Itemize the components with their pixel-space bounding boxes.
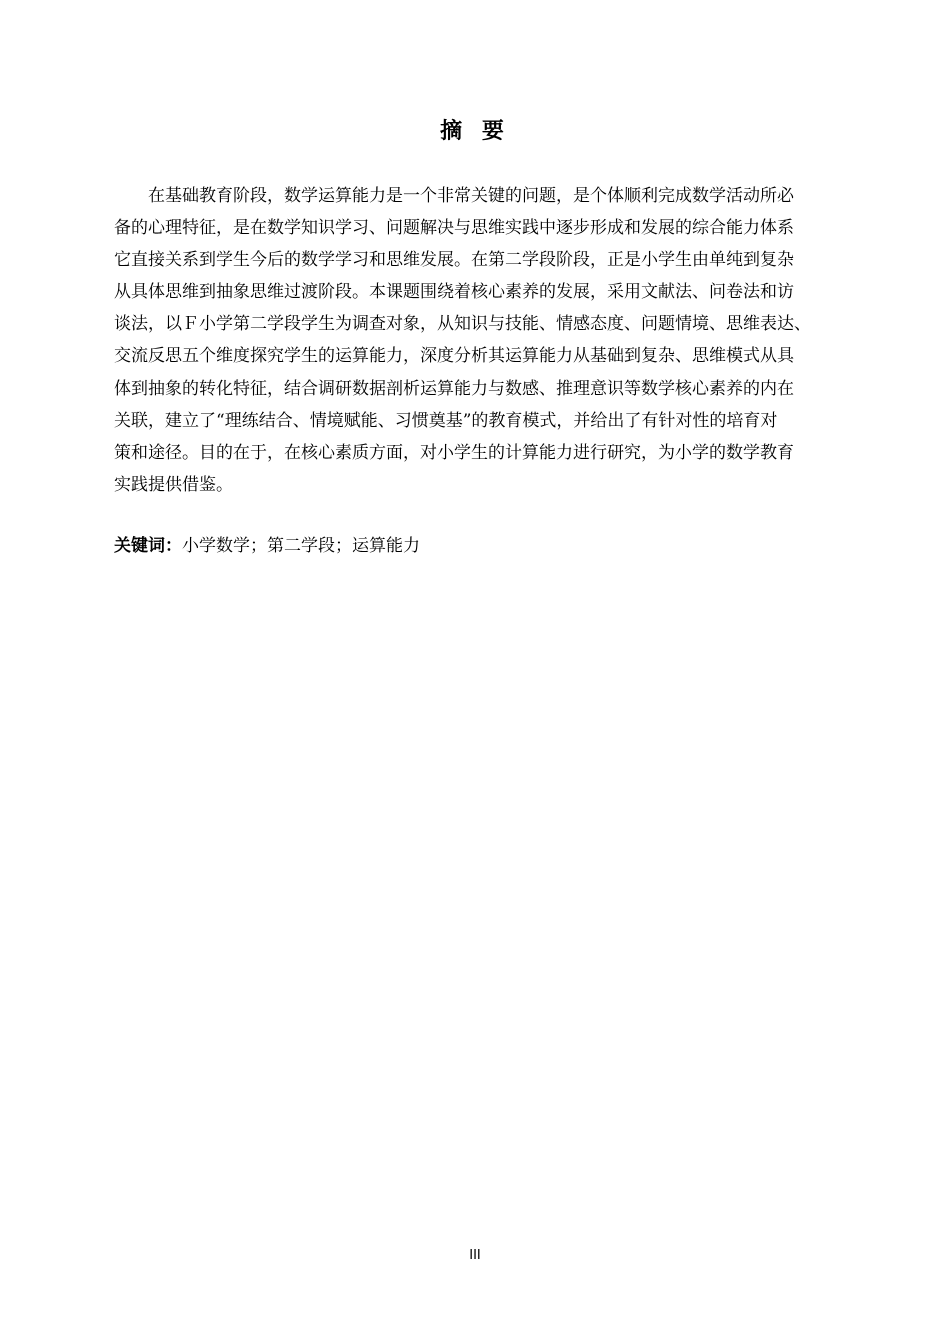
abstract-title: 摘 要 [440, 119, 510, 144]
abstract-line: 实践提供借鉴。 [114, 474, 233, 495]
abstract-line: 在基础教育阶段，数学运算能力是一个非常关键的问题，是个体顺利完成数学活动所必 [148, 186, 794, 206]
abstract-line: 备的心理特征，是在数学知识学习、问题解决与思维实践中逐步形成和发展的综合能力体系 [114, 218, 794, 239]
keywords-line [114, 530, 866, 562]
abstract-line: 交流反思五个维度探究学生的运算能力，深度分析其运算能力从基础到复杂、思维模式从具 [114, 346, 794, 367]
abstract-line: 谈法，以Ｆ小学第二学段学生为调查对象，从知识与技能、情感态度、问题情境、思维表达、 [114, 314, 811, 335]
page-number: III [469, 1248, 481, 1263]
abstract-line: 它直接关系到学生今后的数学学习和思维发展。在第二学段阶段，正是小学生由单纯到复杂 [114, 250, 794, 271]
abstract-line: 关联，建立了“理练结合、情境赋能、习惯奠基”的教育模式，并给出了有针对性的培育对 [114, 410, 778, 431]
abstract-line: 体到抽象的转化特征，结合调研数据剖析运算能力与数感、推理意识等数学核心素养的内在 [114, 378, 794, 399]
abstract-line: 从具体思维到抽象思维过渡阶段。本课题围绕着核心素养的发展，采用文献法、问卷法和访 [114, 282, 794, 303]
abstract-line: 策和途径。目的在于，在核心素质方面，对小学生的计算能力进行研究，为小学的数学教育 [114, 442, 794, 463]
keywords-value: 小学数学；第二学段；运算能力 [182, 536, 420, 556]
abstract-body [114, 180, 866, 501]
keywords-label: 关键词： [114, 536, 182, 556]
